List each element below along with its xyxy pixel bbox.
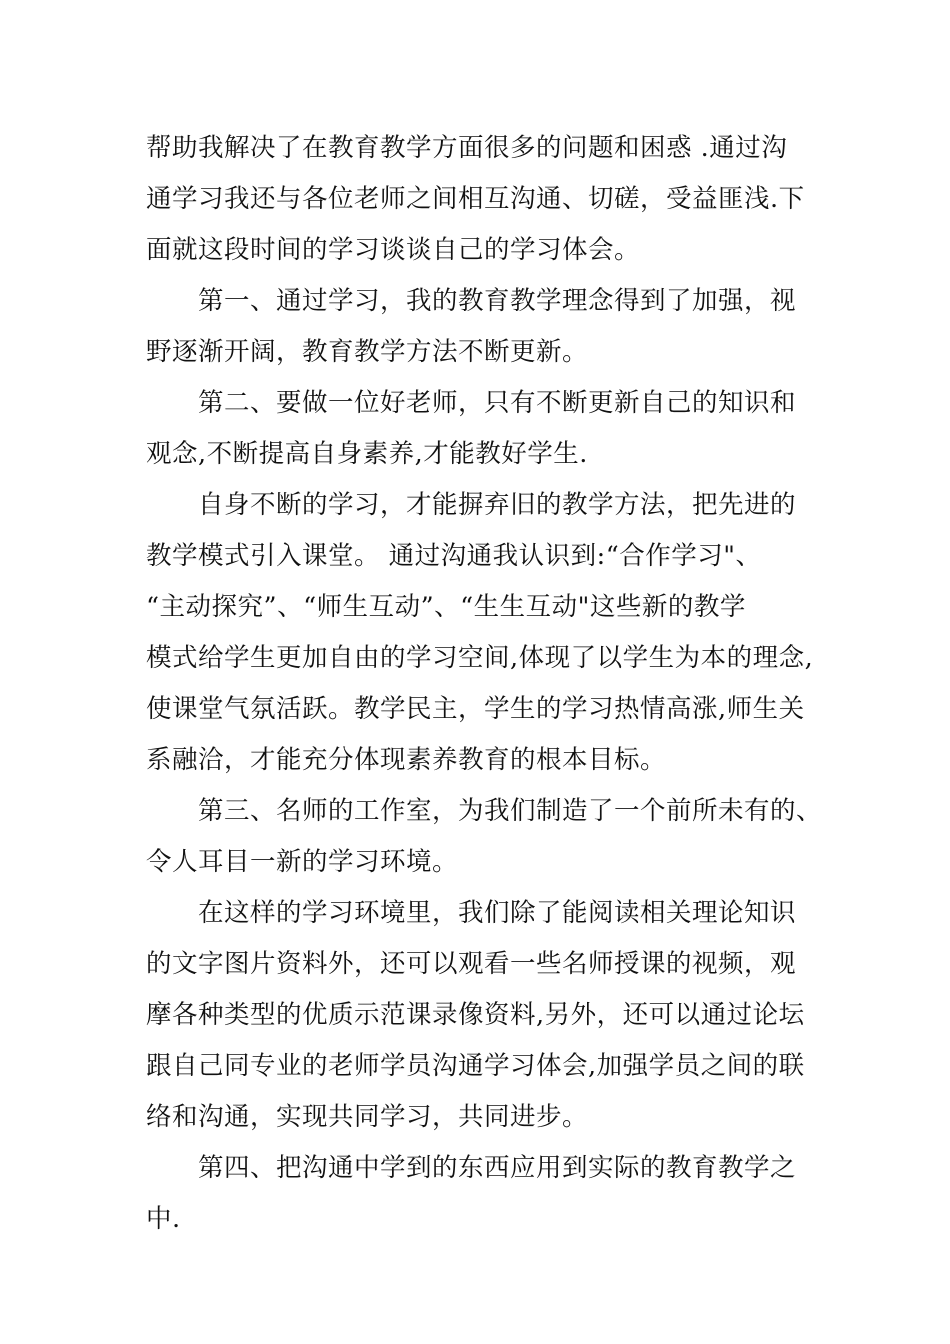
paragraph-first-line: 第三、名师的工作室，为我们制造了一个前所未有的、 (198, 796, 823, 826)
text-line: 跟自己同专业的老师学员沟通学习体会,加强学员之间的联 (146, 1051, 805, 1081)
text-line: 的文字图片资料外，还可以观看一些名师授课的视频，观 (146, 949, 797, 979)
text-line: 面就这段时间的学习谈谈自己的学习体会。 (146, 235, 641, 265)
text-line: 教学模式引入课堂。 通过沟通我认识到:“合作学习"、 (146, 541, 762, 571)
text-line: 通学习我还与各位老师之间相互沟通、切磋，受益匪浅.下 (146, 184, 805, 214)
text-line: 中. (146, 1204, 181, 1234)
paragraph-first-line: 第二、要做一位好老师，只有不断更新自己的知识和 (198, 388, 797, 418)
text-line: 络和沟通，实现共同学习，共同进步。 (146, 1102, 589, 1132)
text-line: 摩各种类型的优质示范课录像资料,另外，还可以通过论坛 (146, 1000, 805, 1030)
text-line: 系融洽，才能充分体现素养教育的根本目标。 (146, 745, 667, 775)
paragraph-first-line: 第一、通过学习，我的教育教学理念得到了加强，视 (198, 286, 797, 316)
paragraph-first-line: 在这样的学习环境里，我们除了能阅读相关理论知识 (198, 898, 797, 928)
paragraph-first-line: 自身不断的学习，才能摒弃旧的教学方法，把先进的 (198, 490, 797, 520)
text-line: 观念,不断提高自身素养,才能教好学生. (146, 439, 588, 469)
document-body (146, 128, 823, 1250)
paragraph-first-line: 第四、把沟通中学到的东西应用到实际的教育教学之 (198, 1153, 797, 1183)
text-line: 帮助我解决了在教育教学方面很多的问题和困惑 .通过沟 (146, 133, 788, 163)
text-line: “主动探究”、“师生互动”、“生生互动"这些新的教学 (146, 592, 746, 622)
text-line: 使课堂气氛活跃。教学民主，学生的学习热情高涨,师生关 (146, 694, 805, 724)
text-line: 模式给学生更加自由的学习空间,体现了以学生为本的理念, (146, 643, 814, 673)
text-line: 野逐渐开阔，教育教学方法不断更新。 (146, 337, 589, 367)
text-line: 令人耳目一新的学习环境。 (146, 847, 459, 877)
